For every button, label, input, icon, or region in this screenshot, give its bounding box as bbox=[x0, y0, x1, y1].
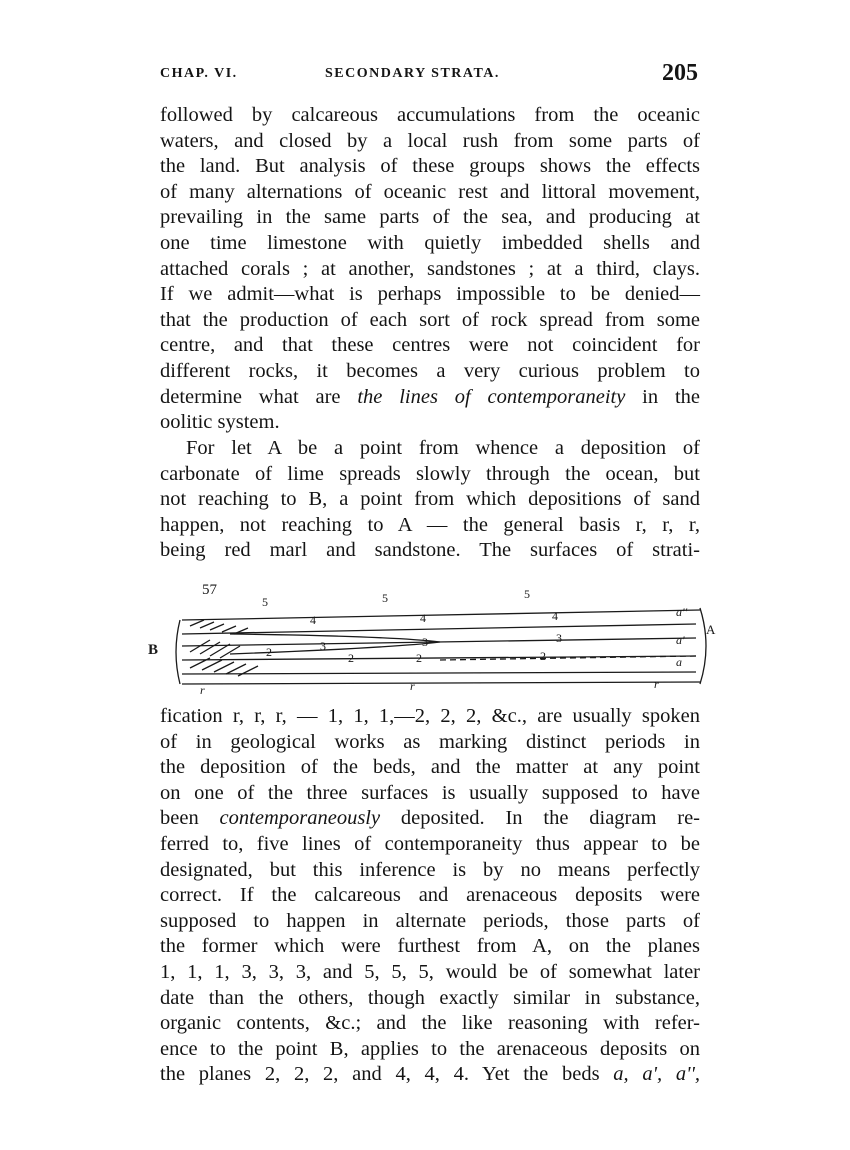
text-line-italic bbox=[160, 806, 700, 832]
text-run: the planes 2, 2, 2, and 4, 4, 4. Yet the beds bbox=[160, 1063, 614, 1086]
stratum-line-1 bbox=[182, 672, 696, 674]
text-line: of in geological works as marking distinct periods in bbox=[160, 730, 700, 753]
label-2: 2 bbox=[540, 649, 546, 663]
stratum-line-5 bbox=[182, 610, 700, 620]
text-line: ferred to, five lines of contemporaneity thus appear to be bbox=[160, 832, 700, 855]
italic-word: contemporaneously bbox=[219, 807, 381, 830]
text-line: prevailing in the same parts of the sea, and producing at bbox=[160, 206, 700, 229]
basis-line-r bbox=[182, 682, 700, 684]
text-line: organic contents, &c.; and the like reasoning with refer- bbox=[160, 1012, 700, 1035]
text-line: fication r, r, r, — 1, 1, 1,—2, 2, 2, &c., are usually spoken bbox=[160, 705, 700, 727]
label-2: 2 bbox=[266, 645, 272, 659]
text-line: one time limestone with quietly imbedded shells and bbox=[160, 231, 700, 254]
label-4: 4 bbox=[552, 609, 558, 623]
text-line: that the production of each sort of rock spread from some bbox=[160, 308, 700, 331]
strata-diagram-svg bbox=[140, 572, 720, 704]
stratum-line-4 bbox=[182, 624, 696, 634]
text-line: not reaching to B, a point from which depositions of sand bbox=[160, 488, 700, 511]
label-r: r bbox=[410, 679, 415, 693]
page-number: 205 bbox=[662, 60, 698, 86]
label-3: 3 bbox=[556, 631, 562, 645]
text-line-italic bbox=[160, 385, 700, 411]
label-a-prime: a' bbox=[676, 633, 685, 647]
label-r: r bbox=[200, 683, 205, 697]
label-5: 5 bbox=[262, 595, 268, 609]
text-line: followed by calcareous accumulations from the oceanic bbox=[160, 104, 700, 126]
text-line: If we admit—what is perhaps impossible to be denied— bbox=[160, 283, 700, 306]
text-line: correct. If the calcareous and arenaceous deposits were bbox=[160, 884, 700, 907]
text-line: oolitic system. bbox=[160, 411, 280, 434]
text-line: ence to the point B, applies to the arenaceous deposits on bbox=[160, 1037, 700, 1060]
strata-diagram bbox=[140, 572, 720, 704]
left-bracket bbox=[176, 620, 180, 684]
stratum-line-2 bbox=[182, 656, 696, 660]
label-5: 5 bbox=[524, 587, 530, 601]
paragraph-1 bbox=[160, 103, 700, 436]
label-5: 5 bbox=[382, 591, 388, 605]
text-line: centre, and that these centres were not coincident for bbox=[160, 334, 700, 357]
figure-number: 57 bbox=[202, 582, 217, 598]
text-line: supposed to happen in alternate periods, those parts of bbox=[160, 909, 700, 932]
text-run: been bbox=[160, 807, 220, 830]
right-bracket bbox=[700, 608, 706, 684]
label-3: 3 bbox=[320, 639, 326, 653]
paragraph-2 bbox=[160, 436, 700, 564]
label-2: 2 bbox=[348, 651, 354, 665]
text-line: designated, but this inference is by no means perfectly bbox=[160, 858, 700, 881]
running-header bbox=[160, 60, 700, 90]
text-line: waters, and closed by a local rush from some parts of bbox=[160, 129, 700, 152]
text-line: being red marl and sandstone. The surfaces of strati- bbox=[160, 539, 700, 562]
text-run: deposited. In the diagram re- bbox=[380, 807, 701, 830]
label-b: B bbox=[148, 642, 159, 658]
label-r: r bbox=[654, 677, 659, 691]
italic-phrase: the lines of contemporaneity bbox=[357, 385, 626, 408]
text-line: carbonate of lime spreads slowly through the ocean, but bbox=[160, 462, 700, 485]
label-3: 3 bbox=[422, 635, 428, 649]
text-line: For let A be a point from whence a deposition of bbox=[186, 437, 700, 459]
italic-beds: a, a', a'', bbox=[613, 1063, 701, 1086]
text-run: in the bbox=[625, 385, 700, 408]
text-line: different rocks, it becomes a very curious problem to bbox=[160, 359, 700, 382]
label-a-double-prime: a'' bbox=[676, 605, 688, 619]
text-line: the deposition of the beds, and the matter at any point bbox=[160, 756, 700, 779]
text-line: the former which were furthest from A, on the planes bbox=[160, 935, 700, 958]
label-4: 4 bbox=[310, 613, 316, 627]
text-line: of many alternations of oceanic rest and littoral movement, bbox=[160, 180, 700, 203]
text-line: on one of the three surfaces is usually supposed to have bbox=[160, 781, 700, 804]
text-line: happen, not reaching to A — the general basis r, r, r, bbox=[160, 513, 700, 536]
label-a-plain: a bbox=[676, 655, 682, 669]
text-line: date than the others, though exactly similar in substance, bbox=[160, 986, 700, 1009]
running-title: SECONDARY STRATA. bbox=[325, 66, 500, 81]
chapter-label: CHAP. VI. bbox=[160, 66, 238, 81]
hatching-upper bbox=[190, 620, 248, 634]
text-line-italic bbox=[160, 1062, 700, 1088]
text-run: determine what are bbox=[160, 385, 358, 408]
text-line: attached corals ; at another, sandstones ; at a third, clays. bbox=[160, 257, 700, 280]
text-line: the land. But analysis of these groups shows the effects bbox=[160, 155, 700, 178]
label-4: 4 bbox=[420, 611, 426, 625]
label-a: A bbox=[706, 622, 716, 637]
label-2: 2 bbox=[416, 651, 422, 665]
paragraph-3 bbox=[160, 704, 700, 1088]
text-line: 1, 1, 1, 3, 3, 3, and 5, 5, 5, would be of somewhat later bbox=[160, 960, 700, 983]
